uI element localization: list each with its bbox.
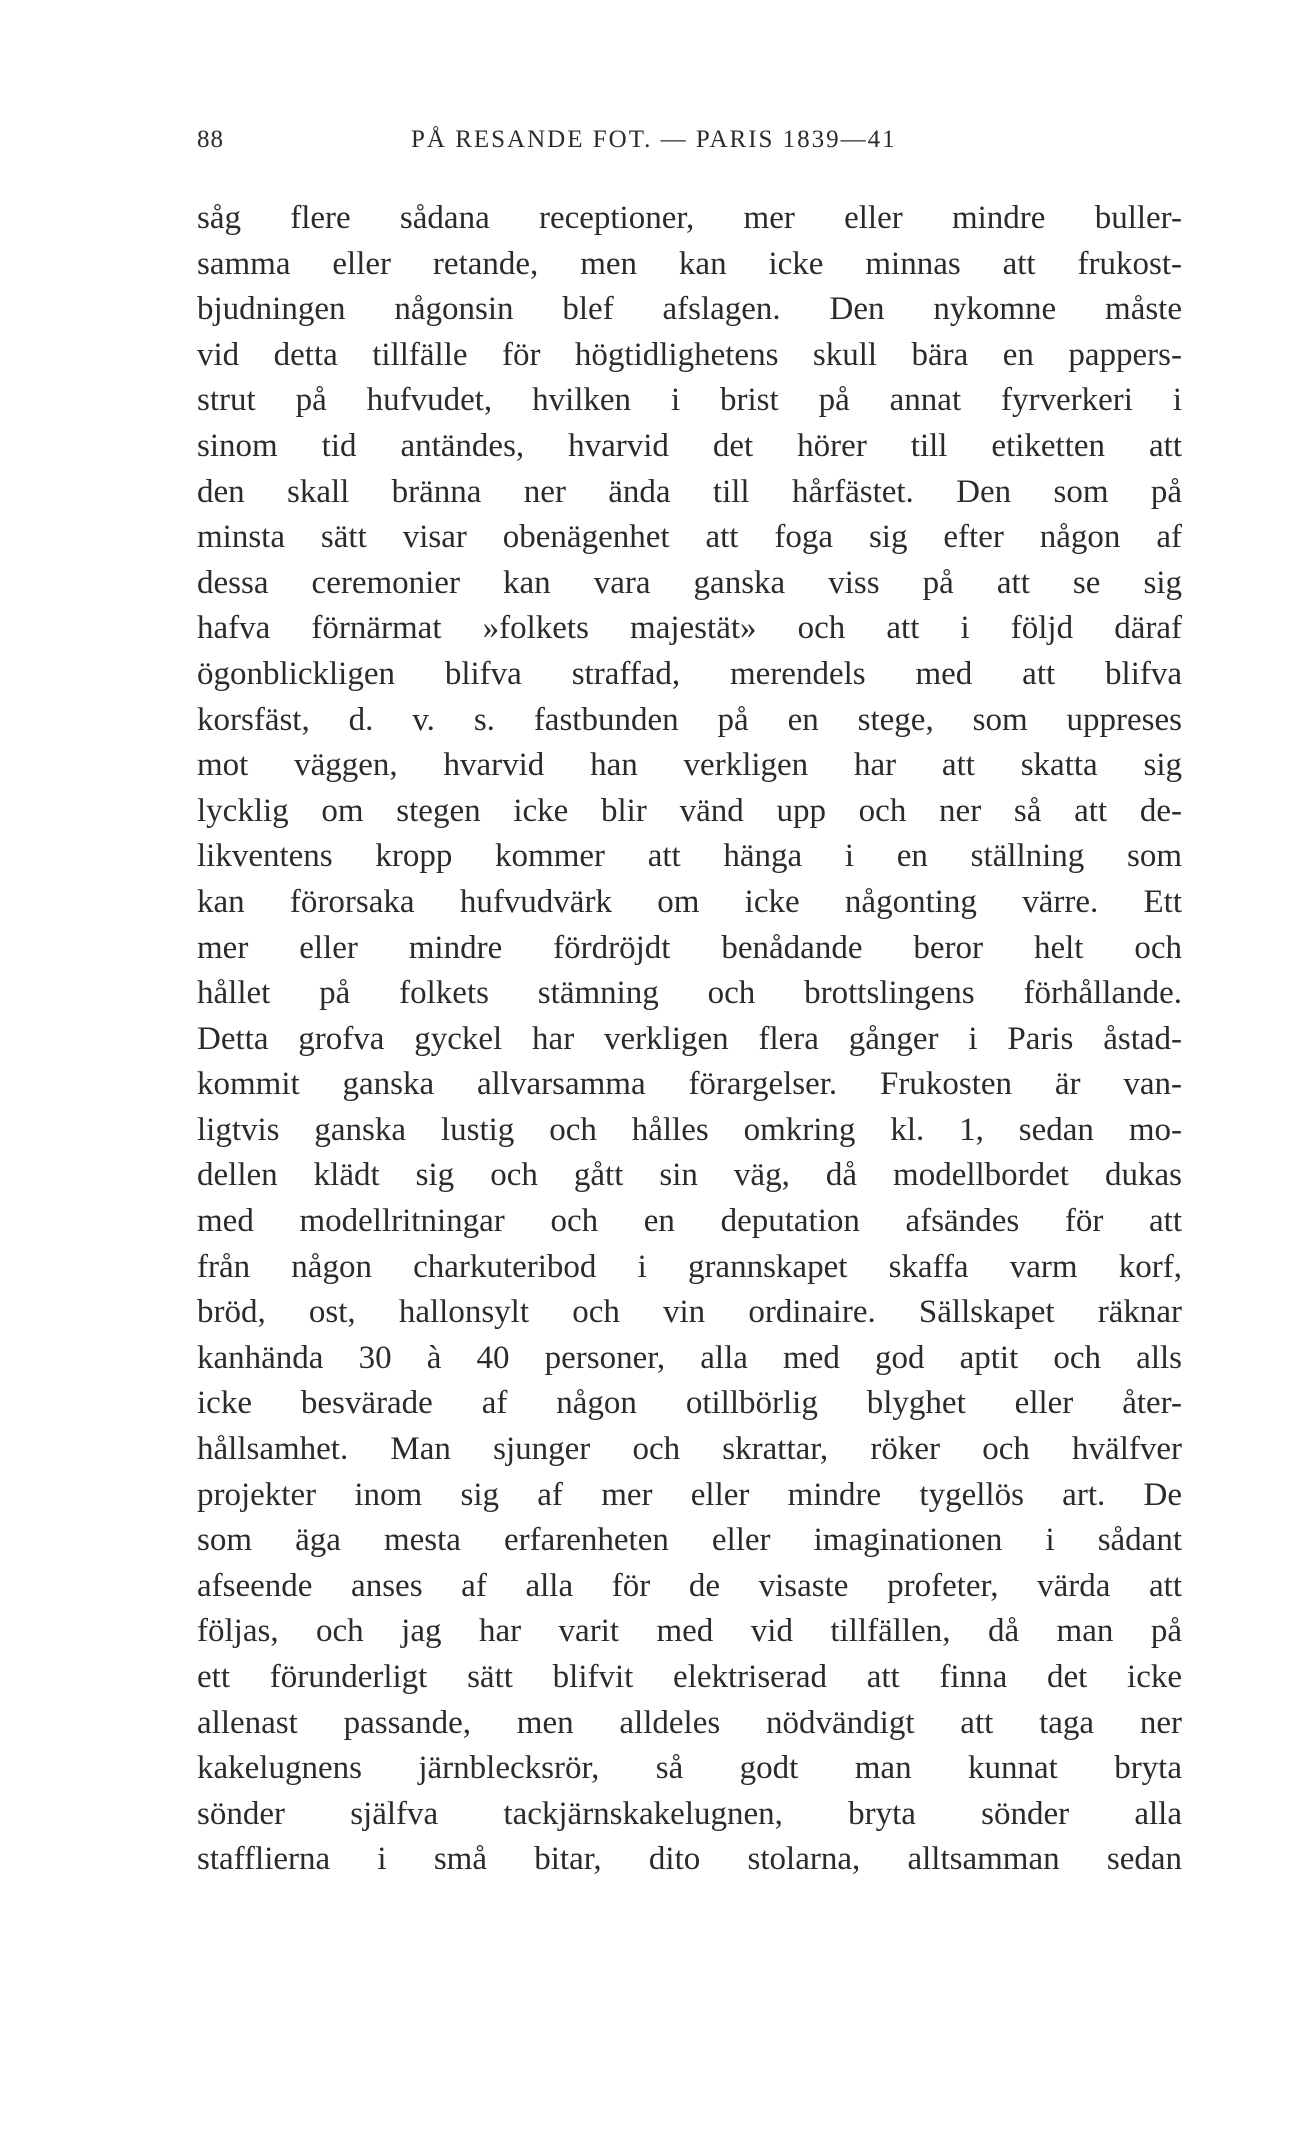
text-line: med modellritningar och en deputation afsändes för att: [197, 1203, 1182, 1240]
text-line: kakelugnens järnblecksrör, så godt man kunnat bryta: [197, 1750, 1182, 1787]
text-line: ett förunderligt sätt blifvit elektriserad att finna det icke: [197, 1659, 1182, 1695]
text-line: från någon charkuteribod i grannskapet skaffa varm korf,: [197, 1248, 1182, 1285]
text-line: ligtvis ganska lustig och hålles omkring kl. 1, sedan mo-: [197, 1111, 1182, 1148]
text-line: hållsamhet. Man sjunger och skrattar, röker och hvälfver: [197, 1431, 1182, 1468]
text-line: stafflierna i små bitar, dito stolarna, alltsamman sedan: [197, 1841, 1182, 1878]
text-line: följas, och jag har varit med vid tillfällen, då man på: [197, 1613, 1182, 1650]
text-line: minsta sätt visar obenägenhet att foga sig efter någon af: [197, 519, 1182, 556]
running-title: PÅ RESANDE FOT. — PARIS 1839—41: [411, 126, 897, 153]
text-line: dessa ceremonier kan vara ganska viss på att se sig: [197, 564, 1182, 601]
text-line: samma eller retande, men kan icke minnas att frukost-: [197, 245, 1182, 282]
page-number: 88: [197, 126, 224, 153]
text-line: lycklig om stegen icke blir vänd upp och ner så att de-: [197, 792, 1182, 829]
text-line: sönder själfva tackjärnskakelugnen, bryta sönder alla: [197, 1795, 1182, 1832]
text-line: Detta grofva gyckel har verkligen flera gånger i Paris åstad-: [197, 1020, 1182, 1057]
text-line: hållet på folkets stämning och brottslingens förhållande.: [197, 975, 1182, 1012]
text-line: bjudningen någonsin blef afslagen. Den nykomne måste: [197, 291, 1182, 328]
text-line: icke besvärade af någon otillbörlig blyghet eller åter-: [197, 1385, 1182, 1422]
text-line: sinom tid antändes, hvarvid det hörer till etiketten att: [197, 427, 1182, 464]
text-line: afseende anses af alla för de visaste profeter, värda att: [197, 1567, 1182, 1604]
text-line: hafva förnärmat »folkets majestät» och att i följd däraf: [197, 610, 1182, 647]
running-head: [197, 126, 1182, 166]
text-line: kanhända 30 à 40 personer, alla med god aptit och alls: [197, 1339, 1182, 1376]
text-line: mot väggen, hvarvid han verkligen har att skatta sig: [197, 747, 1182, 784]
text-line: bröd, ost, hallonsylt och vin ordinaire. Sällskapet räknar: [197, 1294, 1182, 1331]
text-line: dellen klädt sig och gått sin väg, då modellbordet dukas: [197, 1157, 1182, 1194]
text-line: som äga mesta erfarenheten eller imaginationen i sådant: [197, 1522, 1182, 1559]
text-line: den skall bränna ner ända till hårfästet. Den som på: [197, 473, 1182, 510]
text-line: likventens kropp kommer att hänga i en ställning som: [197, 838, 1182, 875]
text-line: korsfäst, d. v. s. fastbunden på en stege, som uppreses: [197, 701, 1182, 738]
body-text: [197, 196, 1182, 1883]
text-line: ögonblickligen blifva straffad, merendels med att blifva: [197, 655, 1182, 692]
text-line: projekter inom sig af mer eller mindre tygellös art. De: [197, 1476, 1182, 1513]
text-line: mer eller mindre fördröjdt benådande beror helt och: [197, 929, 1182, 966]
text-line: kan förorsaka hufvudvärk om icke någonting värre. Ett: [197, 883, 1182, 920]
text-line: kommit ganska allvarsamma förargelser. Frukosten är van-: [197, 1066, 1182, 1103]
text-line: såg flere sådana receptioner, mer eller mindre buller-: [197, 200, 1182, 236]
text-line: allenast passande, men alldeles nödvändigt att taga ner: [197, 1704, 1182, 1741]
text-line: strut på hufvudet, hvilken i brist på annat fyrverkeri i: [197, 382, 1182, 419]
text-line: vid detta tillfälle för högtidlighetens skull bära en pappers-: [197, 336, 1182, 373]
